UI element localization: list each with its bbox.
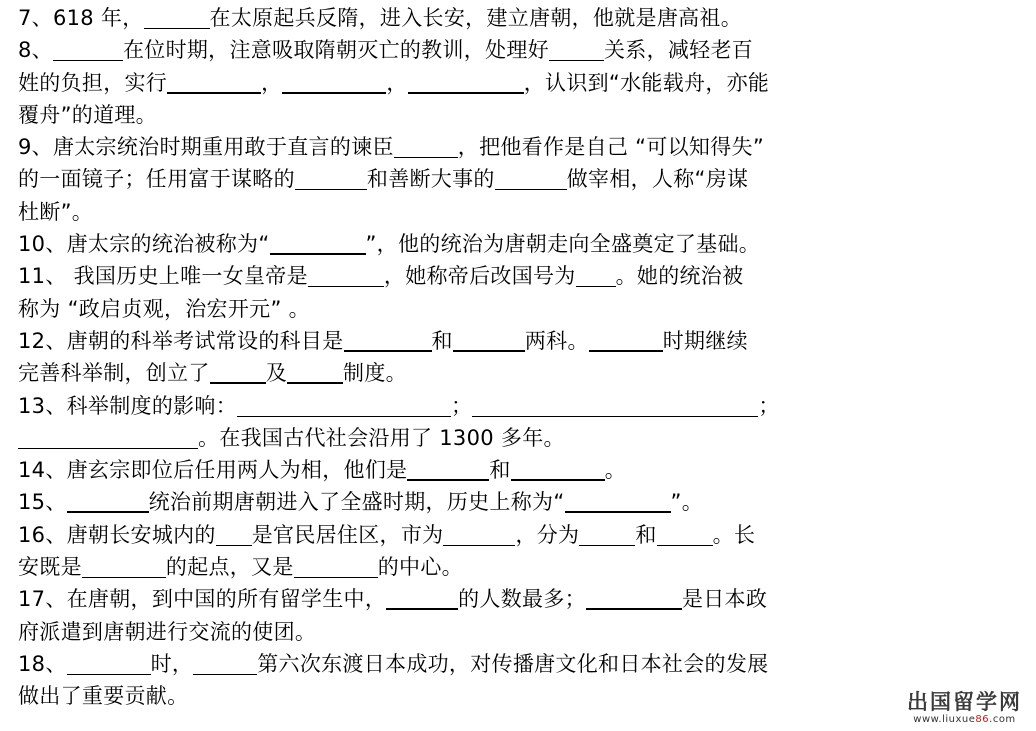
fill-blank[interactable]: [586, 586, 682, 610]
watermark-url: [907, 714, 1022, 725]
line-14: [18, 454, 878, 486]
text: 称为 “政启贞观，治宏开元” 。: [18, 296, 310, 321]
text: 12、唐朝的科举考试常设的科目是: [18, 328, 344, 353]
line-16a: [18, 519, 878, 551]
text: 完善科举制，创立了: [18, 361, 210, 386]
text: 安既是: [18, 555, 82, 580]
line-12b: [18, 357, 878, 389]
text: 及: [265, 361, 288, 386]
text: 。: [604, 458, 627, 483]
text: 。长: [712, 522, 756, 547]
text: 。她的统治被: [615, 264, 744, 289]
text: 第六次东渡日本成功，对传播唐文化和日本社会的发展: [257, 651, 769, 676]
text: 16、唐朝长安城内的: [18, 522, 216, 547]
fill-blank[interactable]: [495, 167, 567, 190]
text: ”。: [670, 490, 703, 515]
text: 的一面镜子；任用富于谋略的: [18, 167, 295, 192]
fill-blank[interactable]: [394, 135, 458, 158]
line-11a: [18, 260, 878, 292]
line-9b: [18, 163, 878, 195]
line-18b: [18, 680, 878, 712]
watermark-url-suffix: .com: [989, 714, 1016, 725]
text: ，她称帝后改国号为: [383, 264, 576, 289]
fill-blank[interactable]: [193, 652, 257, 675]
text: 的中心。: [377, 555, 463, 580]
text: 覆舟”的道理。: [18, 102, 157, 127]
fill-blank[interactable]: [82, 555, 166, 578]
fill-blank[interactable]: [589, 328, 663, 352]
text: 的人数最多；: [458, 587, 586, 612]
text: 7、618 年，: [18, 6, 144, 30]
watermark-url-prefix: www.liuxue: [913, 714, 976, 725]
fill-blank[interactable]: [511, 457, 605, 481]
fill-blank[interactable]: [565, 489, 671, 513]
line-16b: [18, 551, 878, 583]
fill-blank[interactable]: [237, 394, 451, 417]
line-12a: [18, 325, 878, 357]
fill-blank[interactable]: [294, 555, 378, 578]
text: 和: [489, 458, 511, 483]
text: 在位时期，注意吸取隋朝灭亡的教训，处理好: [122, 38, 549, 63]
text: 两科。: [524, 328, 589, 353]
fill-blank[interactable]: [287, 360, 343, 384]
line-13a: [18, 390, 878, 422]
text: 13、科举制度的影响：: [18, 393, 238, 418]
text: ，把他看作是自己 “可以知得失”: [457, 135, 764, 160]
text: 和善断大事的: [366, 167, 495, 192]
line-8b: [18, 67, 878, 99]
text: 制度。: [343, 361, 407, 386]
line-17a: [18, 583, 878, 615]
text: 关系，减轻老百: [603, 38, 754, 63]
text: 11、 我国历史上唯一女皇帝是: [18, 264, 308, 289]
text: ；: [758, 393, 780, 418]
line-15: [18, 486, 878, 518]
fill-blank[interactable]: [549, 38, 604, 61]
line-8c: [18, 99, 878, 131]
fill-blank[interactable]: [453, 328, 525, 352]
fill-blank[interactable]: [167, 70, 261, 94]
text: 是官民居住区，市为: [251, 522, 444, 547]
fill-blank[interactable]: [579, 523, 635, 546]
fill-blank[interactable]: [576, 264, 616, 287]
text: 9、唐太宗统治时期重用敢于直言的谏臣: [18, 135, 394, 160]
text: 的起点，又是: [165, 555, 294, 580]
fill-blank[interactable]: [67, 489, 149, 513]
text: 是日本政: [681, 587, 768, 612]
text: 做宰相，人称“房谋: [566, 167, 749, 192]
fill-blank[interactable]: [53, 38, 123, 61]
fill-blank[interactable]: [407, 457, 489, 481]
text: 做出了重要贡献。: [18, 684, 189, 709]
text: 杜断”。: [18, 199, 94, 224]
fill-blank[interactable]: [216, 523, 252, 546]
fill-blank[interactable]: [67, 652, 151, 675]
fill-blank[interactable]: [18, 426, 198, 449]
text: 8、: [18, 38, 53, 63]
line-17b: [18, 616, 878, 648]
fill-blank[interactable]: [472, 394, 758, 417]
line-13b: [18, 422, 878, 454]
text: 在太原起兵反隋，进入长安，建立唐朝，他就是唐高祖。: [209, 6, 743, 30]
text: 15、: [18, 490, 67, 515]
line-9a: [18, 131, 878, 163]
text: 。在我国古代社会沿用了 1300 多年。: [198, 425, 565, 450]
text: 姓的负担，实行: [18, 70, 168, 95]
fill-blank[interactable]: [308, 264, 384, 287]
watermark-title: 出国留学网: [907, 690, 1022, 714]
fill-blank[interactable]: [408, 70, 524, 94]
text: 统治前期唐朝进入了全盛时期，历史上称为“: [148, 490, 565, 515]
text: 18、: [18, 651, 67, 676]
fill-blank[interactable]: [210, 360, 266, 384]
text: ，: [386, 70, 408, 95]
line-9c: [18, 196, 878, 228]
text: ，: [261, 70, 283, 95]
text: 时，: [150, 651, 194, 676]
line-10: [18, 228, 878, 260]
line-7: [18, 2, 878, 34]
text: ，分为: [515, 522, 580, 547]
fill-blank[interactable]: [282, 70, 386, 94]
line-18a: [18, 648, 878, 680]
worksheet: [18, 2, 878, 713]
line-11b: [18, 293, 878, 325]
text: ；: [451, 393, 473, 418]
fill-blank[interactable]: [443, 523, 515, 546]
watermark-url-accent: 86: [975, 714, 990, 725]
fill-blank[interactable]: [295, 167, 367, 190]
fill-blank[interactable]: [657, 523, 713, 546]
fill-blank[interactable]: [344, 328, 432, 352]
text: ”，他的统治为唐朝走向全盛奠定了基础。: [365, 232, 761, 257]
line-8a: [18, 34, 878, 66]
fill-blank[interactable]: [386, 586, 458, 610]
text: 10、唐太宗的统治被称为“: [18, 232, 270, 257]
text: 17、在唐朝，到中国的所有留学生中，: [18, 587, 387, 612]
text: ，认识到“水能载舟，亦能: [523, 70, 770, 95]
text: 时期继续: [662, 328, 748, 353]
fill-blank[interactable]: [144, 6, 210, 29]
text: 和: [635, 522, 657, 547]
text: 和: [431, 328, 453, 353]
text: 府派遣到唐朝进行交流的使团。: [18, 619, 317, 644]
text: 14、唐玄宗即位后任用两人为相，他们是: [18, 458, 408, 483]
site-watermark: [907, 690, 1022, 725]
fill-blank[interactable]: [270, 231, 366, 255]
